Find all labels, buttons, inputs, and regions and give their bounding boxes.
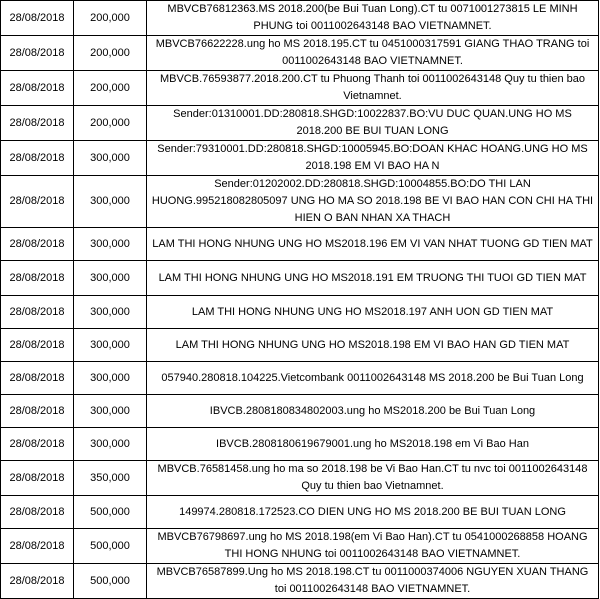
donation-table-body xyxy=(1,1,599,599)
date-cell: 28/08/2018 xyxy=(1,106,74,141)
amount-cell: 300,000 xyxy=(74,141,147,176)
amount-cell: 300,000 xyxy=(74,329,147,362)
table-row xyxy=(1,496,599,529)
table-row xyxy=(1,296,599,329)
date-cell: 28/08/2018 xyxy=(1,428,74,461)
amount-cell: 200,000 xyxy=(74,1,147,36)
amount-cell: 200,000 xyxy=(74,36,147,71)
description-cell: Sender:01202002.DD:280818.SHGD:10004855.BO:DO THI LAN HUONG.995218082805097 UNG HO MA SO 2018.198 BE VI BAO HAN CON CHI HA THI HIEN O BAN NHAN XA THACH xyxy=(147,176,599,228)
date-cell: 28/08/2018 xyxy=(1,564,74,599)
date-cell: 28/08/2018 xyxy=(1,529,74,564)
amount-cell: 200,000 xyxy=(74,106,147,141)
table-row xyxy=(1,141,599,176)
description-cell: LAM THI HONG NHUNG UNG HO MS2018.198 EM VI BAO HAN GD TIEN MAT xyxy=(147,329,599,362)
date-cell: 28/08/2018 xyxy=(1,261,74,296)
date-cell: 28/08/2018 xyxy=(1,141,74,176)
amount-cell: 500,000 xyxy=(74,496,147,529)
description-cell: MBVCB76622228.ung ho MS 2018.195.CT tu 0451000317591 GIANG THAO TRANG toi 0011002643148 BAO VIETNAMNET. xyxy=(147,36,599,71)
table-row xyxy=(1,329,599,362)
amount-cell: 300,000 xyxy=(74,428,147,461)
amount-cell: 300,000 xyxy=(74,362,147,395)
table-row xyxy=(1,395,599,428)
date-cell: 28/08/2018 xyxy=(1,362,74,395)
description-cell: MBVCB76812363.MS 2018.200(be Bui Tuan Long).CT tu 0071001273815 LE MINH PHUNG toi 0011002643148 BAO VIETNAMNET. xyxy=(147,1,599,36)
description-cell: LAM THI HONG NHUNG UNG HO MS2018.191 EM TRUONG THI TUOI GD TIEN MAT xyxy=(147,261,599,296)
amount-cell: 300,000 xyxy=(74,395,147,428)
date-cell: 28/08/2018 xyxy=(1,71,74,106)
description-cell: 149974.280818.172523.CO DIEN UNG HO MS 2018.200 BE BUI TUAN LONG xyxy=(147,496,599,529)
amount-cell: 500,000 xyxy=(74,529,147,564)
amount-cell: 300,000 xyxy=(74,296,147,329)
amount-cell: 350,000 xyxy=(74,461,147,496)
table-row xyxy=(1,362,599,395)
description-cell: IBVCB.2808180619679001.ung ho MS2018.198 em Vi Bao Han xyxy=(147,428,599,461)
table-row xyxy=(1,261,599,296)
description-cell: MBVCB.76581458.ung ho ma so 2018.198 be Vi Bao Han.CT tu nvc toi 0011002643148 Quy tu thien bao Vietnamnet. xyxy=(147,461,599,496)
date-cell: 28/08/2018 xyxy=(1,461,74,496)
description-cell: Sender:79310001.DD:280818.SHGD:10005945.BO:DOAN KHAC HOANG.UNG HO MS 2018.198 EM VI BAO HA N xyxy=(147,141,599,176)
amount-cell: 300,000 xyxy=(74,176,147,228)
table-row xyxy=(1,176,599,228)
description-cell: LAM THI HONG NHUNG UNG HO MS2018.196 EM VI VAN NHAT TUONG GD TIEN MAT xyxy=(147,228,599,261)
date-cell: 28/08/2018 xyxy=(1,36,74,71)
description-cell: MBVCB76587899.Ung ho MS 2018.198.CT tu 0011000374006 NGUYEN XUAN THANG toi 0011002643148 BAO VIETNAMNET. xyxy=(147,564,599,599)
description-cell: Sender:01310001.DD:280818.SHGD:10022837.BO:VU DUC QUAN.UNG HO MS 2018.200 BE BUI TUAN LONG xyxy=(147,106,599,141)
description-cell: MBVCB76798697.ung ho MS 2018.198(em Vi Bao Han).CT tu 0541000268858 HOANG THI HONG NHUNG toi 0011002643148 BAO VIETNAMNET. xyxy=(147,529,599,564)
amount-cell: 300,000 xyxy=(74,261,147,296)
table-row xyxy=(1,228,599,261)
table-row xyxy=(1,564,599,599)
date-cell: 28/08/2018 xyxy=(1,176,74,228)
amount-cell: 300,000 xyxy=(74,228,147,261)
table-row xyxy=(1,428,599,461)
table-row xyxy=(1,1,599,36)
date-cell: 28/08/2018 xyxy=(1,395,74,428)
table-row xyxy=(1,529,599,564)
table-row xyxy=(1,71,599,106)
description-cell: 057940.280818.104225.Vietcombank 0011002643148 MS 2018.200 be Bui Tuan Long xyxy=(147,362,599,395)
amount-cell: 500,000 xyxy=(74,564,147,599)
date-cell: 28/08/2018 xyxy=(1,228,74,261)
date-cell: 28/08/2018 xyxy=(1,1,74,36)
description-cell: MBVCB.76593877.2018.200.CT tu Phuong Thanh toi 0011002643148 Quy tu thien bao Vietnamnet. xyxy=(147,71,599,106)
description-cell: IBVCB.2808180834802003.ung ho MS2018.200 be Bui Tuan Long xyxy=(147,395,599,428)
amount-cell: 200,000 xyxy=(74,71,147,106)
date-cell: 28/08/2018 xyxy=(1,296,74,329)
table-row xyxy=(1,461,599,496)
date-cell: 28/08/2018 xyxy=(1,496,74,529)
date-cell: 28/08/2018 xyxy=(1,329,74,362)
description-cell: LAM THI HONG NHUNG UNG HO MS2018.197 ANH UON GD TIEN MAT xyxy=(147,296,599,329)
table-row xyxy=(1,36,599,71)
table-row xyxy=(1,106,599,141)
